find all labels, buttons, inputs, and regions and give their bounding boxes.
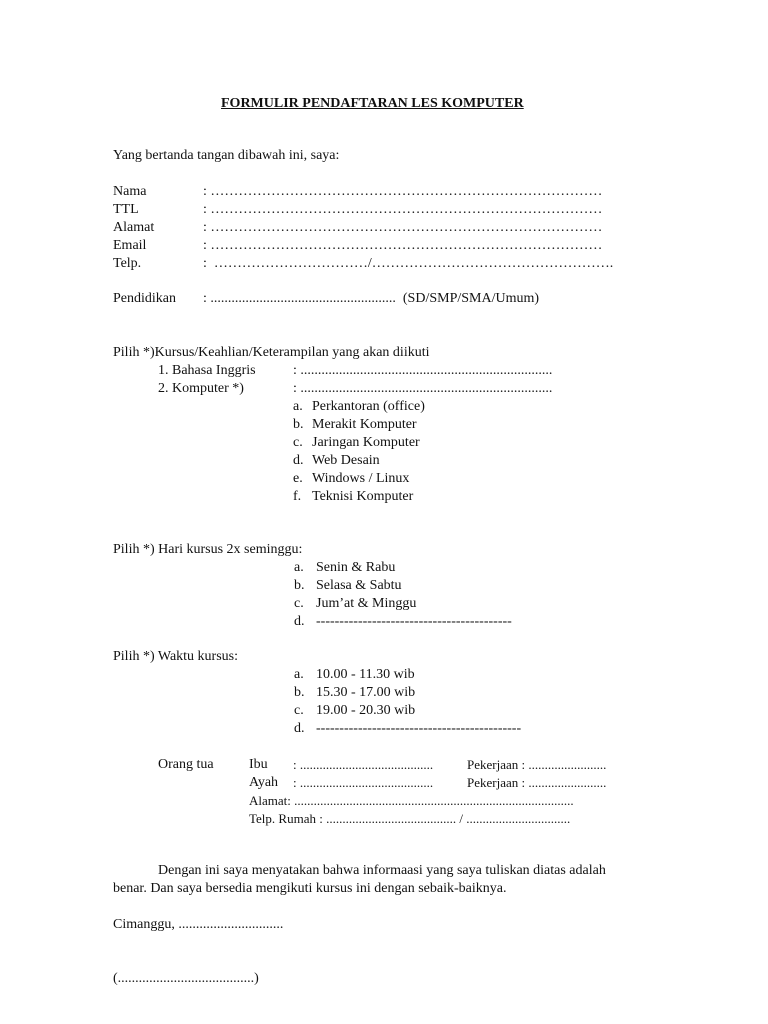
option-text: Merakit Komputer — [312, 417, 417, 432]
option-text: Perkantoran (office) — [312, 399, 425, 414]
pekerjaan-ayah: Pekerjaan : ........................ — [467, 775, 607, 790]
hari-heading: Pilih *) Hari kursus 2x seminggu: — [113, 542, 303, 557]
option-letter: b. — [294, 685, 305, 700]
option-text: Web Desain — [312, 453, 380, 468]
option-text: Selasa & Sabtu — [316, 578, 402, 593]
option-letter: d. — [293, 453, 304, 468]
option-letter: b. — [294, 578, 305, 593]
field-value-alamat: : ………………………………………………………………………… — [203, 220, 603, 235]
option-letter: d. — [294, 721, 305, 736]
kursus-item-label: 2. Komputer *) — [158, 381, 244, 396]
pekerjaan-ibu: Pekerjaan : ........................ — [467, 757, 607, 772]
option-text: Senin & Rabu — [316, 560, 396, 575]
field-value-ttl: : ………………………………………………………………………… — [203, 202, 603, 217]
option-text: Teknisi Komputer — [312, 489, 414, 504]
option-text: -------------------------------------------- — [316, 721, 522, 736]
option-letter: a. — [294, 667, 304, 682]
option-text: Windows / Linux — [312, 471, 410, 486]
option-letter: d. — [294, 614, 305, 629]
option-letter: c. — [294, 703, 304, 718]
kursus-item-value: : ........................................................................ — [293, 381, 553, 396]
option-letter: f. — [293, 489, 302, 504]
field-label-alamat: Alamat — [113, 220, 155, 235]
field-value-telp: : ……………………………/……………………………………………. — [203, 256, 614, 271]
option-text: 15.30 - 17.00 wib — [316, 685, 416, 700]
option-text: ------------------------------------------ — [316, 614, 512, 629]
field-value-pendidikan: : ..................................................... (SD/SMP/SMA/Umum) — [203, 291, 540, 306]
option-letter: e. — [293, 471, 303, 486]
orangtua-telp: Telp. Rumah : ........................................ / ................................ — [249, 811, 571, 826]
option-letter: b. — [293, 417, 304, 432]
field-label-ttl: TTL — [113, 202, 139, 217]
field-label-nama: Nama — [113, 184, 147, 199]
place-date: Cimanggu, .............................. — [113, 917, 284, 932]
statement-line-2: benar. Dan saya bersedia mengikuti kursus ini dengan sebaik-baiknya. — [113, 881, 507, 896]
intro-text: Yang bertanda tangan dibawah ini, saya: — [113, 148, 340, 163]
option-letter: c. — [294, 596, 304, 611]
waktu-heading: Pilih *) Waktu kursus: — [113, 649, 239, 664]
statement-line-1: Dengan ini saya menyatakan bahwa informaasi yang saya tuliskan diatas adalah — [158, 863, 606, 878]
ibu-label: Ibu — [249, 757, 268, 772]
orangtua-label: Orang tua — [158, 757, 214, 772]
kursus-item-label: 1. Bahasa Inggris — [158, 363, 256, 378]
kursus-item-value: : ........................................................................ — [293, 363, 553, 378]
orangtua-alamat: Alamat: ...................................................................................... — [249, 793, 574, 808]
field-value-nama: : ………………………………………………………………………… — [203, 184, 603, 199]
ibu-value: : ......................................... — [293, 757, 434, 772]
field-label-telp: Telp. — [113, 256, 142, 271]
option-text: Jaringan Komputer — [312, 435, 420, 450]
field-label-pendidikan: Pendidikan — [113, 291, 176, 306]
ayah-value: : ......................................... — [293, 775, 434, 790]
option-letter: c. — [293, 435, 303, 450]
form-title: FORMULIR PENDAFTARAN LES KOMPUTER — [221, 96, 524, 111]
option-text: 10.00 - 11.30 wib — [316, 667, 415, 682]
field-label-email: Email — [113, 238, 147, 253]
field-value-email: : ………………………………………………………………………… — [203, 238, 603, 253]
option-letter: a. — [294, 560, 304, 575]
signature-line: (.......................................) — [113, 971, 259, 986]
kursus-heading: Pilih *)Kursus/Keahlian/Keterampilan yang akan diikuti — [113, 345, 430, 360]
option-text: Jum’at & Minggu — [316, 596, 417, 611]
option-text: 19.00 - 20.30 wib — [316, 703, 416, 718]
ayah-label: Ayah — [249, 775, 279, 790]
option-letter: a. — [293, 399, 303, 414]
